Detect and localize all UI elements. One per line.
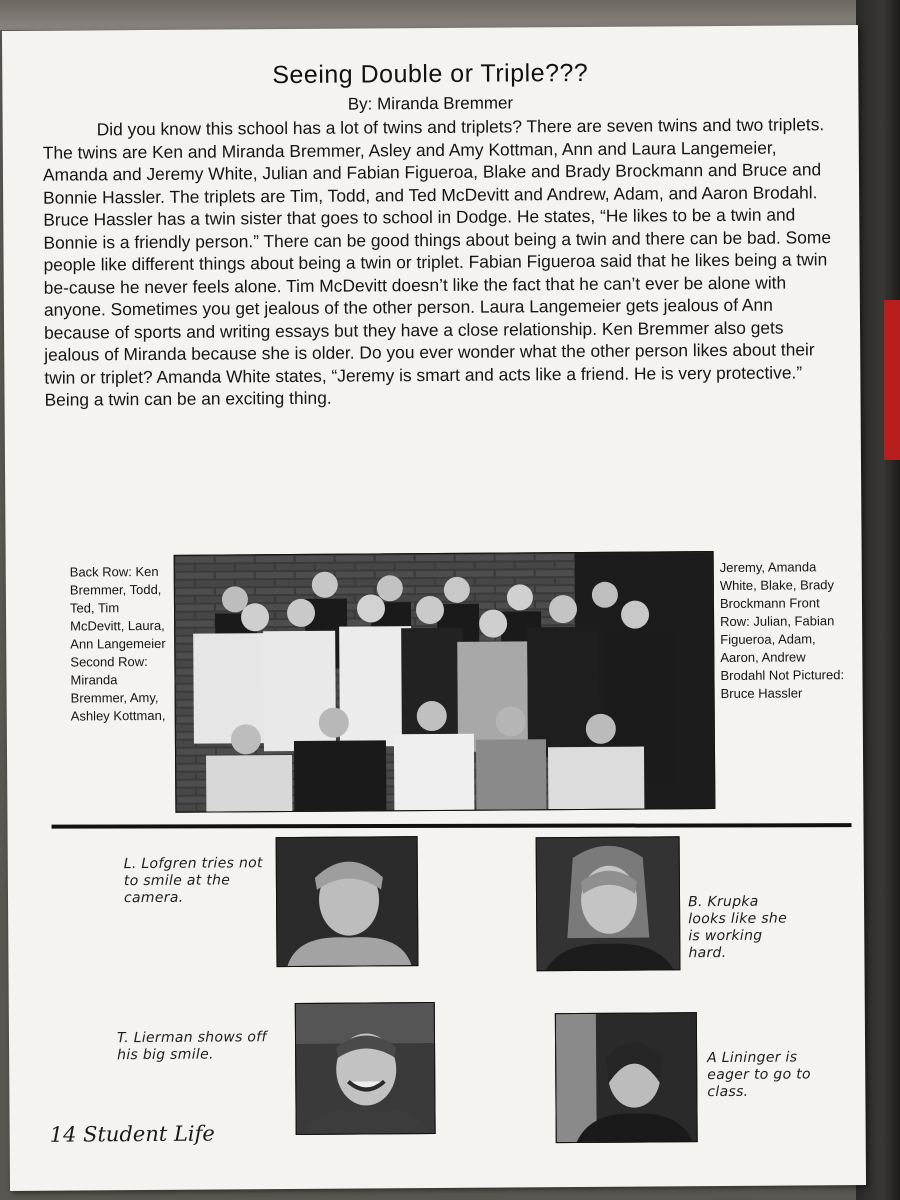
yearbook-page bbox=[2, 25, 866, 1191]
candid-caption-2: B. Krupka looks like she is working hard. bbox=[688, 893, 788, 962]
group-photo-caption-left: Back Row: Ken Bremmer, Todd, Ted, Tim McDevitt, Laura, Ann Langemeier Second Row: Miranda Bremmer, Amy, Ashley Kottman, bbox=[69, 563, 166, 724]
candid-photo-1 bbox=[276, 836, 419, 967]
candid-photo-4 bbox=[555, 1012, 698, 1143]
candid-photo-3 bbox=[295, 1002, 436, 1135]
candid-photo-2 bbox=[536, 836, 681, 971]
section-tab bbox=[884, 300, 900, 460]
article-body-text: Did you know this school has a lot of twins and triplets? There are seven twins and two triplets. The twins are Ken and Miranda Bremmer, Asley and Amy Kottman, Ann and Laura Langemeier, Amanda and Jeremy White, Julian and Fabian Figueroa, Blake and Brady Brockmann and Bruce and Bonnie Hassler. The triplets are Tim, Todd, and Ted McDevitt and Andrew, Adam, and Aaron Brodahl. Bruce Hassler has a twin sister that goes to school in Dodge. He states, “He likes to be a twin and Bonnie is a friendly person.” There can be good things about being a twin and there can be bad. Some people like different things about being a twin or triplet. Fabian Figueroa said that he likes being a twin be-cause he never feels alone. Tim McDevitt doesn’t like the fact that he can’t ever be alone with anyone. Sometimes you get jealous of the other person. Laura Langemeier gets jealous of Ann because of sports and writing essays but they have a close relationship. Ken Bremmer also gets jealous of Miranda because she is older. Do you ever wonder what the other person likes about their twin or triplet? Amanda White states, “Jeremy is smart and acts like a friend. He is very protective.” Being a twin can be an exciting thing. bbox=[42, 114, 832, 410]
article-body bbox=[43, 113, 835, 411]
candid-photo-2-image bbox=[537, 837, 680, 970]
candid-photo-3-image bbox=[296, 1003, 435, 1134]
section-divider bbox=[52, 823, 852, 828]
group-photo bbox=[174, 551, 716, 813]
candid-caption-4: A Lininger is eager to go to class. bbox=[707, 1049, 811, 1101]
article-title: Seeing Double or Triple??? bbox=[272, 58, 589, 90]
group-photo-image bbox=[175, 552, 715, 812]
page-footer: 14 Student Life bbox=[49, 1121, 215, 1147]
article-byline: By: Miranda Bremmer bbox=[347, 93, 514, 114]
group-photo-caption-right: Jeremy, Amanda White, Blake, Brady Brockmann Front Row: Julian, Fabian Figueroa, Adam, Aaron, Andrew Brodahl Not Pictured: Bruce Hassler bbox=[719, 559, 845, 702]
candid-caption-3: T. Lierman shows off his big smile. bbox=[116, 1029, 267, 1064]
candid-photo-1-image bbox=[277, 837, 418, 966]
candid-photo-4-image bbox=[556, 1013, 697, 1142]
candid-caption-1: L. Lofgren tries not to smile at the camera. bbox=[123, 855, 263, 907]
